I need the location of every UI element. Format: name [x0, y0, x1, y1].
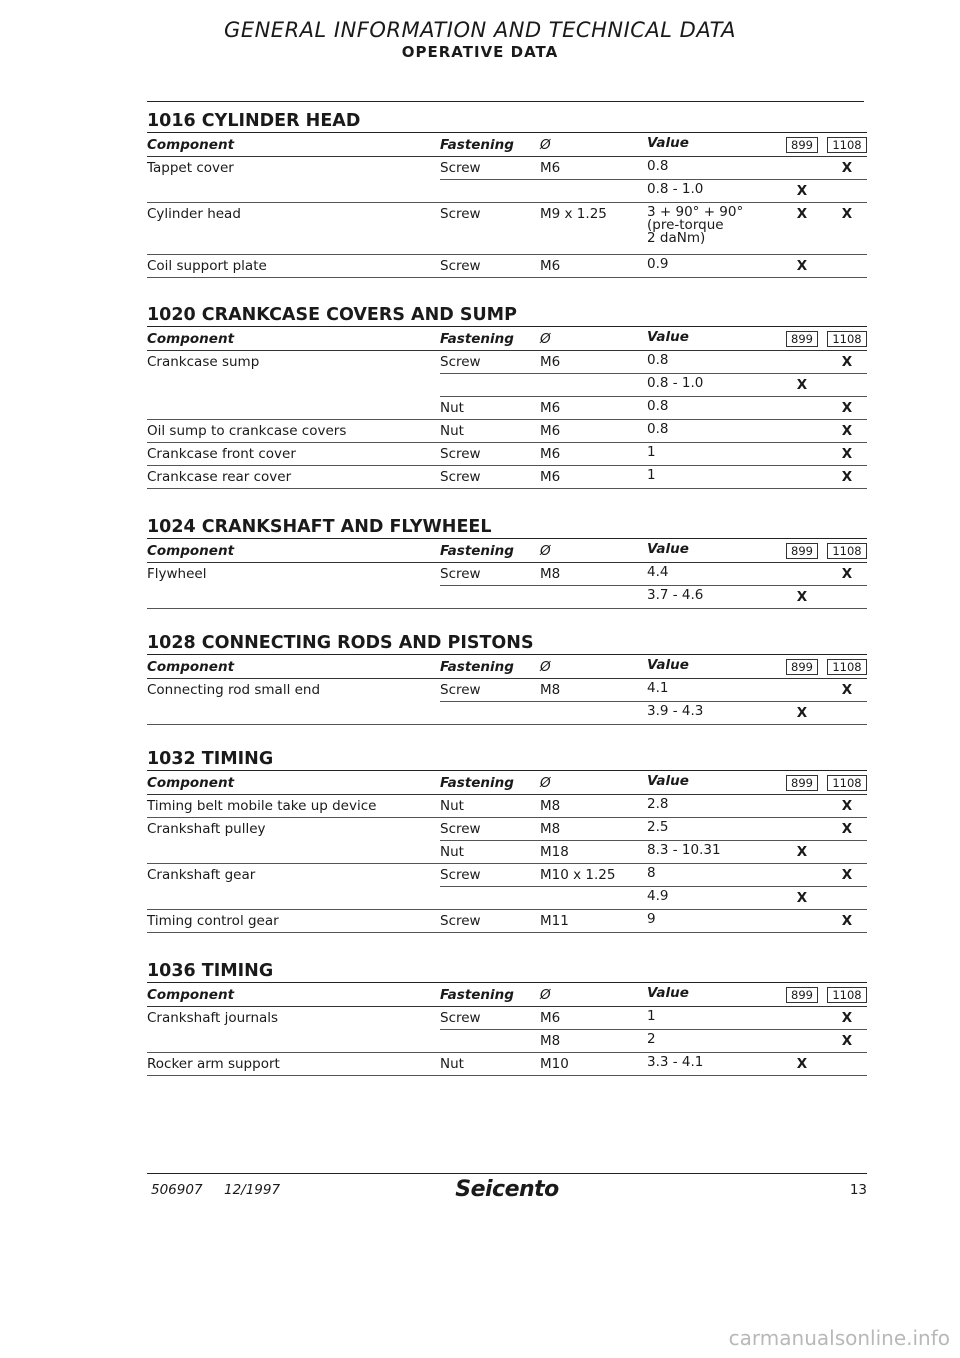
col-component-header: Component: [147, 133, 440, 157]
col-1108-header: [827, 771, 867, 795]
col-1108-header: [827, 133, 867, 157]
engine-899-mark: [777, 420, 827, 443]
value-cell: 4.4: [647, 563, 777, 586]
section-title: 1020 CRANKCASE COVERS AND SUMP: [147, 305, 517, 325]
value-cell: 4.1: [647, 679, 777, 702]
fastening-cell: Screw: [440, 203, 540, 255]
fastening-cell: [440, 887, 540, 910]
engine-899-mark: X: [777, 702, 827, 725]
value-cell: 4.9: [647, 887, 777, 910]
value-cell: 0.8 - 1.0: [647, 180, 777, 203]
engine-899-mark: X: [777, 586, 827, 609]
value-cell: 0.9: [647, 255, 777, 278]
table-row: [147, 443, 867, 466]
diameter-cell: M11: [540, 910, 647, 933]
page-footer: [147, 1173, 867, 1202]
engine-899-mark: [777, 443, 827, 466]
value-cell: 0.8: [647, 397, 777, 420]
col-component-header: Component: [147, 539, 440, 563]
fastening-cell: Screw: [440, 563, 540, 586]
engine-1108-mark: [827, 586, 867, 609]
section: [147, 748, 867, 933]
table-header: [147, 771, 867, 795]
diameter-cell: [540, 887, 647, 910]
col-1108-header: [827, 655, 867, 679]
engine-899-mark: [777, 910, 827, 933]
table-row: [147, 180, 867, 203]
engine-1108-mark: X: [827, 563, 867, 586]
table-row: [147, 864, 867, 887]
engine-899-mark: X: [777, 255, 827, 278]
value-cell: 3.3 - 4.1: [647, 1053, 777, 1076]
diameter-cell: M8: [540, 1030, 647, 1053]
engine-899-mark: X: [777, 374, 827, 397]
col-value-header: Value: [647, 655, 777, 679]
component-cell: Crankshaft gear: [147, 867, 256, 883]
value-cell: 2: [647, 1030, 777, 1053]
fastening-cell: [440, 180, 540, 203]
spec-table: [147, 982, 867, 1076]
engine-1108-mark: [827, 255, 867, 278]
col-diameter-header: Ø: [540, 327, 647, 351]
engine-899-mark: [777, 466, 827, 489]
value-cell: 0.8: [647, 420, 777, 443]
table-header: [147, 655, 867, 679]
table-row: [147, 397, 867, 420]
section-title: 1028 CONNECTING RODS AND PISTONS: [147, 633, 534, 653]
spec-table: [147, 654, 867, 725]
engine-1108-mark: [827, 702, 867, 725]
col-899-header: [777, 655, 827, 679]
col-fastening-header: Fastening: [440, 771, 540, 795]
fastening-cell: Nut: [440, 795, 540, 818]
engine-899-mark: X: [777, 887, 827, 910]
component-cell: Crankshaft journals: [147, 1010, 279, 1026]
engine-badge: 899: [786, 659, 818, 675]
col-value-header: Value: [647, 327, 777, 351]
diameter-cell: M6: [540, 397, 647, 420]
engine-1108-mark: X: [827, 864, 867, 887]
section: [147, 632, 867, 725]
table-row: [147, 910, 867, 933]
engine-899-mark: [777, 1030, 827, 1053]
table-row: [147, 702, 867, 725]
col-diameter-header: Ø: [540, 539, 647, 563]
diameter-cell: M6: [540, 1007, 647, 1030]
table-header: [147, 539, 867, 563]
engine-899-mark: X: [777, 180, 827, 203]
engine-1108-mark: X: [827, 818, 867, 841]
engine-badge: 1108: [827, 543, 866, 559]
engine-badge: 899: [786, 137, 818, 153]
section: [147, 110, 867, 278]
page-number: 13: [849, 1182, 867, 1198]
col-899-header: [777, 539, 827, 563]
diameter-cell: M10: [540, 1053, 647, 1076]
diameter-cell: [540, 702, 647, 725]
component-cell: Connecting rod small end: [147, 682, 321, 698]
engine-899-mark: [777, 818, 827, 841]
document-subtitle: OPERATIVE DATA: [401, 43, 559, 61]
engine-1108-mark: X: [827, 397, 867, 420]
col-fastening-header: Fastening: [440, 327, 540, 351]
section-title: 1016 CYLINDER HEAD: [147, 111, 361, 131]
col-fastening-header: Fastening: [440, 133, 540, 157]
table-row: [147, 586, 867, 609]
engine-1108-mark: X: [827, 795, 867, 818]
col-diameter-header: Ø: [540, 983, 647, 1007]
component-cell: [147, 374, 440, 397]
col-component-header: Component: [147, 771, 440, 795]
diameter-cell: M8: [540, 795, 647, 818]
engine-badge: 899: [786, 775, 818, 791]
section: [147, 516, 867, 609]
table-row: [147, 795, 867, 818]
diameter-cell: M18: [540, 841, 647, 864]
col-1108-header: [827, 539, 867, 563]
diameter-cell: M6: [540, 157, 647, 180]
component-cell: Timing control gear: [147, 910, 440, 933]
table-row: [147, 841, 867, 864]
engine-1108-mark: [827, 180, 867, 203]
spec-table: [147, 770, 867, 933]
col-899-header: [777, 771, 827, 795]
diameter-cell: [540, 586, 647, 609]
engine-1108-mark: X: [827, 466, 867, 489]
component-cell: Timing belt mobile take up device: [147, 795, 440, 818]
component-cell: Crankshaft pulley: [147, 821, 266, 837]
table-row: [147, 255, 867, 278]
fastening-cell: Nut: [440, 1053, 540, 1076]
diameter-cell: M8: [540, 818, 647, 841]
value-cell: 8.3 - 10.31: [647, 841, 777, 864]
section: [147, 304, 867, 489]
value-cell: 3.7 - 4.6: [647, 586, 777, 609]
fastening-cell: Screw: [440, 466, 540, 489]
table-row: [147, 1030, 867, 1053]
spec-table: [147, 132, 867, 278]
col-899-header: [777, 133, 827, 157]
engine-badge: 1108: [827, 331, 866, 347]
table-header: [147, 327, 867, 351]
fastening-cell: Nut: [440, 841, 540, 864]
fastening-cell: Screw: [440, 255, 540, 278]
col-1108-header: [827, 327, 867, 351]
col-value-header: Value: [647, 133, 777, 157]
fastening-cell: Nut: [440, 420, 540, 443]
component-cell: Coil support plate: [147, 255, 440, 278]
component-cell: Flywheel: [147, 566, 207, 582]
watermark[interactable]: carmanualsonline.info: [728, 1326, 950, 1350]
document-title: GENERAL INFORMATION AND TECHNICAL DATA: [224, 18, 736, 42]
engine-899-mark: [777, 563, 827, 586]
value-cell: 2.5: [647, 818, 777, 841]
component-cell: [147, 180, 440, 203]
value-cell: 0.8: [647, 351, 777, 374]
table-row: [147, 374, 867, 397]
engine-1108-mark: X: [827, 351, 867, 374]
table-row: [147, 1007, 867, 1030]
section-title: 1036 TIMING: [147, 961, 274, 981]
col-component-header: Component: [147, 655, 440, 679]
header-rule: [147, 101, 864, 102]
fastening-cell: [440, 374, 540, 397]
engine-1108-mark: [827, 841, 867, 864]
component-cell: Rocker arm support: [147, 1053, 440, 1076]
engine-899-mark: X: [777, 203, 827, 255]
component-cell: [147, 841, 440, 864]
value-cell: 1: [647, 466, 777, 489]
diameter-cell: M9 x 1.25: [540, 203, 647, 255]
engine-899-mark: [777, 864, 827, 887]
component-cell: Oil sump to crankcase covers: [147, 420, 440, 443]
engine-899-mark: [777, 397, 827, 420]
engine-899-mark: X: [777, 1053, 827, 1076]
col-fastening-header: Fastening: [440, 655, 540, 679]
col-diameter-header: Ø: [540, 771, 647, 795]
table-row: [147, 563, 867, 586]
fastening-cell: Screw: [440, 1007, 540, 1030]
component-cell: [147, 702, 440, 725]
col-1108-header: [827, 983, 867, 1007]
engine-899-mark: [777, 1007, 827, 1030]
engine-badge: 1108: [827, 775, 866, 791]
diameter-cell: M6: [540, 351, 647, 374]
component-cell: Tappet cover: [147, 160, 234, 176]
col-fastening-header: Fastening: [440, 983, 540, 1007]
col-component-header: Component: [147, 983, 440, 1007]
col-value-header: Value: [647, 983, 777, 1007]
fastening-cell: Screw: [440, 679, 540, 702]
table-row: [147, 157, 867, 180]
engine-899-mark: [777, 157, 827, 180]
value-cell: 3 + 90° + 90° (pre-torque 2 daNm): [647, 203, 777, 255]
table-row: [147, 420, 867, 443]
component-cell: Crankcase rear cover: [147, 466, 440, 489]
value-cell: 9: [647, 910, 777, 933]
engine-1108-mark: X: [827, 1030, 867, 1053]
engine-1108-mark: [827, 887, 867, 910]
engine-badge: 1108: [827, 659, 866, 675]
fastening-cell: Nut: [440, 397, 540, 420]
diameter-cell: [540, 374, 647, 397]
fastening-cell: Screw: [440, 818, 540, 841]
diameter-cell: M6: [540, 443, 647, 466]
engine-1108-mark: X: [827, 679, 867, 702]
table-row: [147, 203, 867, 255]
value-cell: 1: [647, 443, 777, 466]
spec-table: [147, 538, 867, 609]
component-cell: [147, 586, 440, 609]
section-title: 1024 CRANKSHAFT AND FLYWHEEL: [147, 517, 492, 537]
brand-logo: Seicento: [455, 1177, 559, 1202]
engine-1108-mark: [827, 1053, 867, 1076]
component-cell: [147, 1030, 440, 1053]
fastening-cell: Screw: [440, 443, 540, 466]
table-row: [147, 1053, 867, 1076]
component-cell: Cylinder head: [147, 203, 440, 255]
engine-1108-mark: [827, 374, 867, 397]
engine-1108-mark: X: [827, 443, 867, 466]
engine-899-mark: [777, 795, 827, 818]
diameter-cell: [540, 180, 647, 203]
engine-badge: 1108: [827, 987, 866, 1003]
col-component-header: Component: [147, 327, 440, 351]
col-fastening-header: Fastening: [440, 539, 540, 563]
component-cell: [147, 397, 440, 420]
table-row: [147, 466, 867, 489]
value-cell: 2.8: [647, 795, 777, 818]
table-row: [147, 887, 867, 910]
col-899-header: [777, 327, 827, 351]
engine-899-mark: [777, 351, 827, 374]
table-row: [147, 351, 867, 374]
table-row: [147, 679, 867, 702]
value-cell: 3.9 - 4.3: [647, 702, 777, 725]
value-cell: 0.8: [647, 157, 777, 180]
component-cell: [147, 887, 440, 910]
section: [147, 960, 867, 1076]
diameter-cell: M8: [540, 679, 647, 702]
engine-1108-mark: X: [827, 1007, 867, 1030]
fastening-cell: Screw: [440, 351, 540, 374]
engine-899-mark: [777, 679, 827, 702]
col-value-header: Value: [647, 771, 777, 795]
col-diameter-header: Ø: [540, 133, 647, 157]
value-cell: 1: [647, 1007, 777, 1030]
value-cell: 8: [647, 864, 777, 887]
col-diameter-header: Ø: [540, 655, 647, 679]
fastening-cell: [440, 586, 540, 609]
diameter-cell: M6: [540, 420, 647, 443]
document-code: 506907 12/1997: [151, 1182, 281, 1198]
component-cell: Crankcase front cover: [147, 443, 440, 466]
col-value-header: Value: [647, 539, 777, 563]
section-title: 1032 TIMING: [147, 749, 274, 769]
col-899-header: [777, 983, 827, 1007]
engine-1108-mark: X: [827, 157, 867, 180]
diameter-cell: M6: [540, 466, 647, 489]
table-row: [147, 818, 867, 841]
value-cell: 0.8 - 1.0: [647, 374, 777, 397]
fastening-cell: [440, 1030, 540, 1053]
table-header: [147, 133, 867, 157]
fastening-cell: Screw: [440, 864, 540, 887]
fastening-cell: Screw: [440, 157, 540, 180]
engine-badge: 899: [786, 987, 818, 1003]
engine-badge: 899: [786, 543, 818, 559]
component-cell: Crankcase sump: [147, 354, 260, 370]
page-header: [0, 18, 960, 61]
engine-1108-mark: X: [827, 203, 867, 255]
diameter-cell: M6: [540, 255, 647, 278]
engine-badge: 899: [786, 331, 818, 347]
engine-1108-mark: X: [827, 910, 867, 933]
fastening-cell: Screw: [440, 910, 540, 933]
diameter-cell: M8: [540, 563, 647, 586]
engine-badge: 1108: [827, 137, 866, 153]
diameter-cell: M10 x 1.25: [540, 864, 647, 887]
table-header: [147, 983, 867, 1007]
fastening-cell: [440, 702, 540, 725]
engine-1108-mark: X: [827, 420, 867, 443]
engine-899-mark: X: [777, 841, 827, 864]
spec-table: [147, 326, 867, 489]
